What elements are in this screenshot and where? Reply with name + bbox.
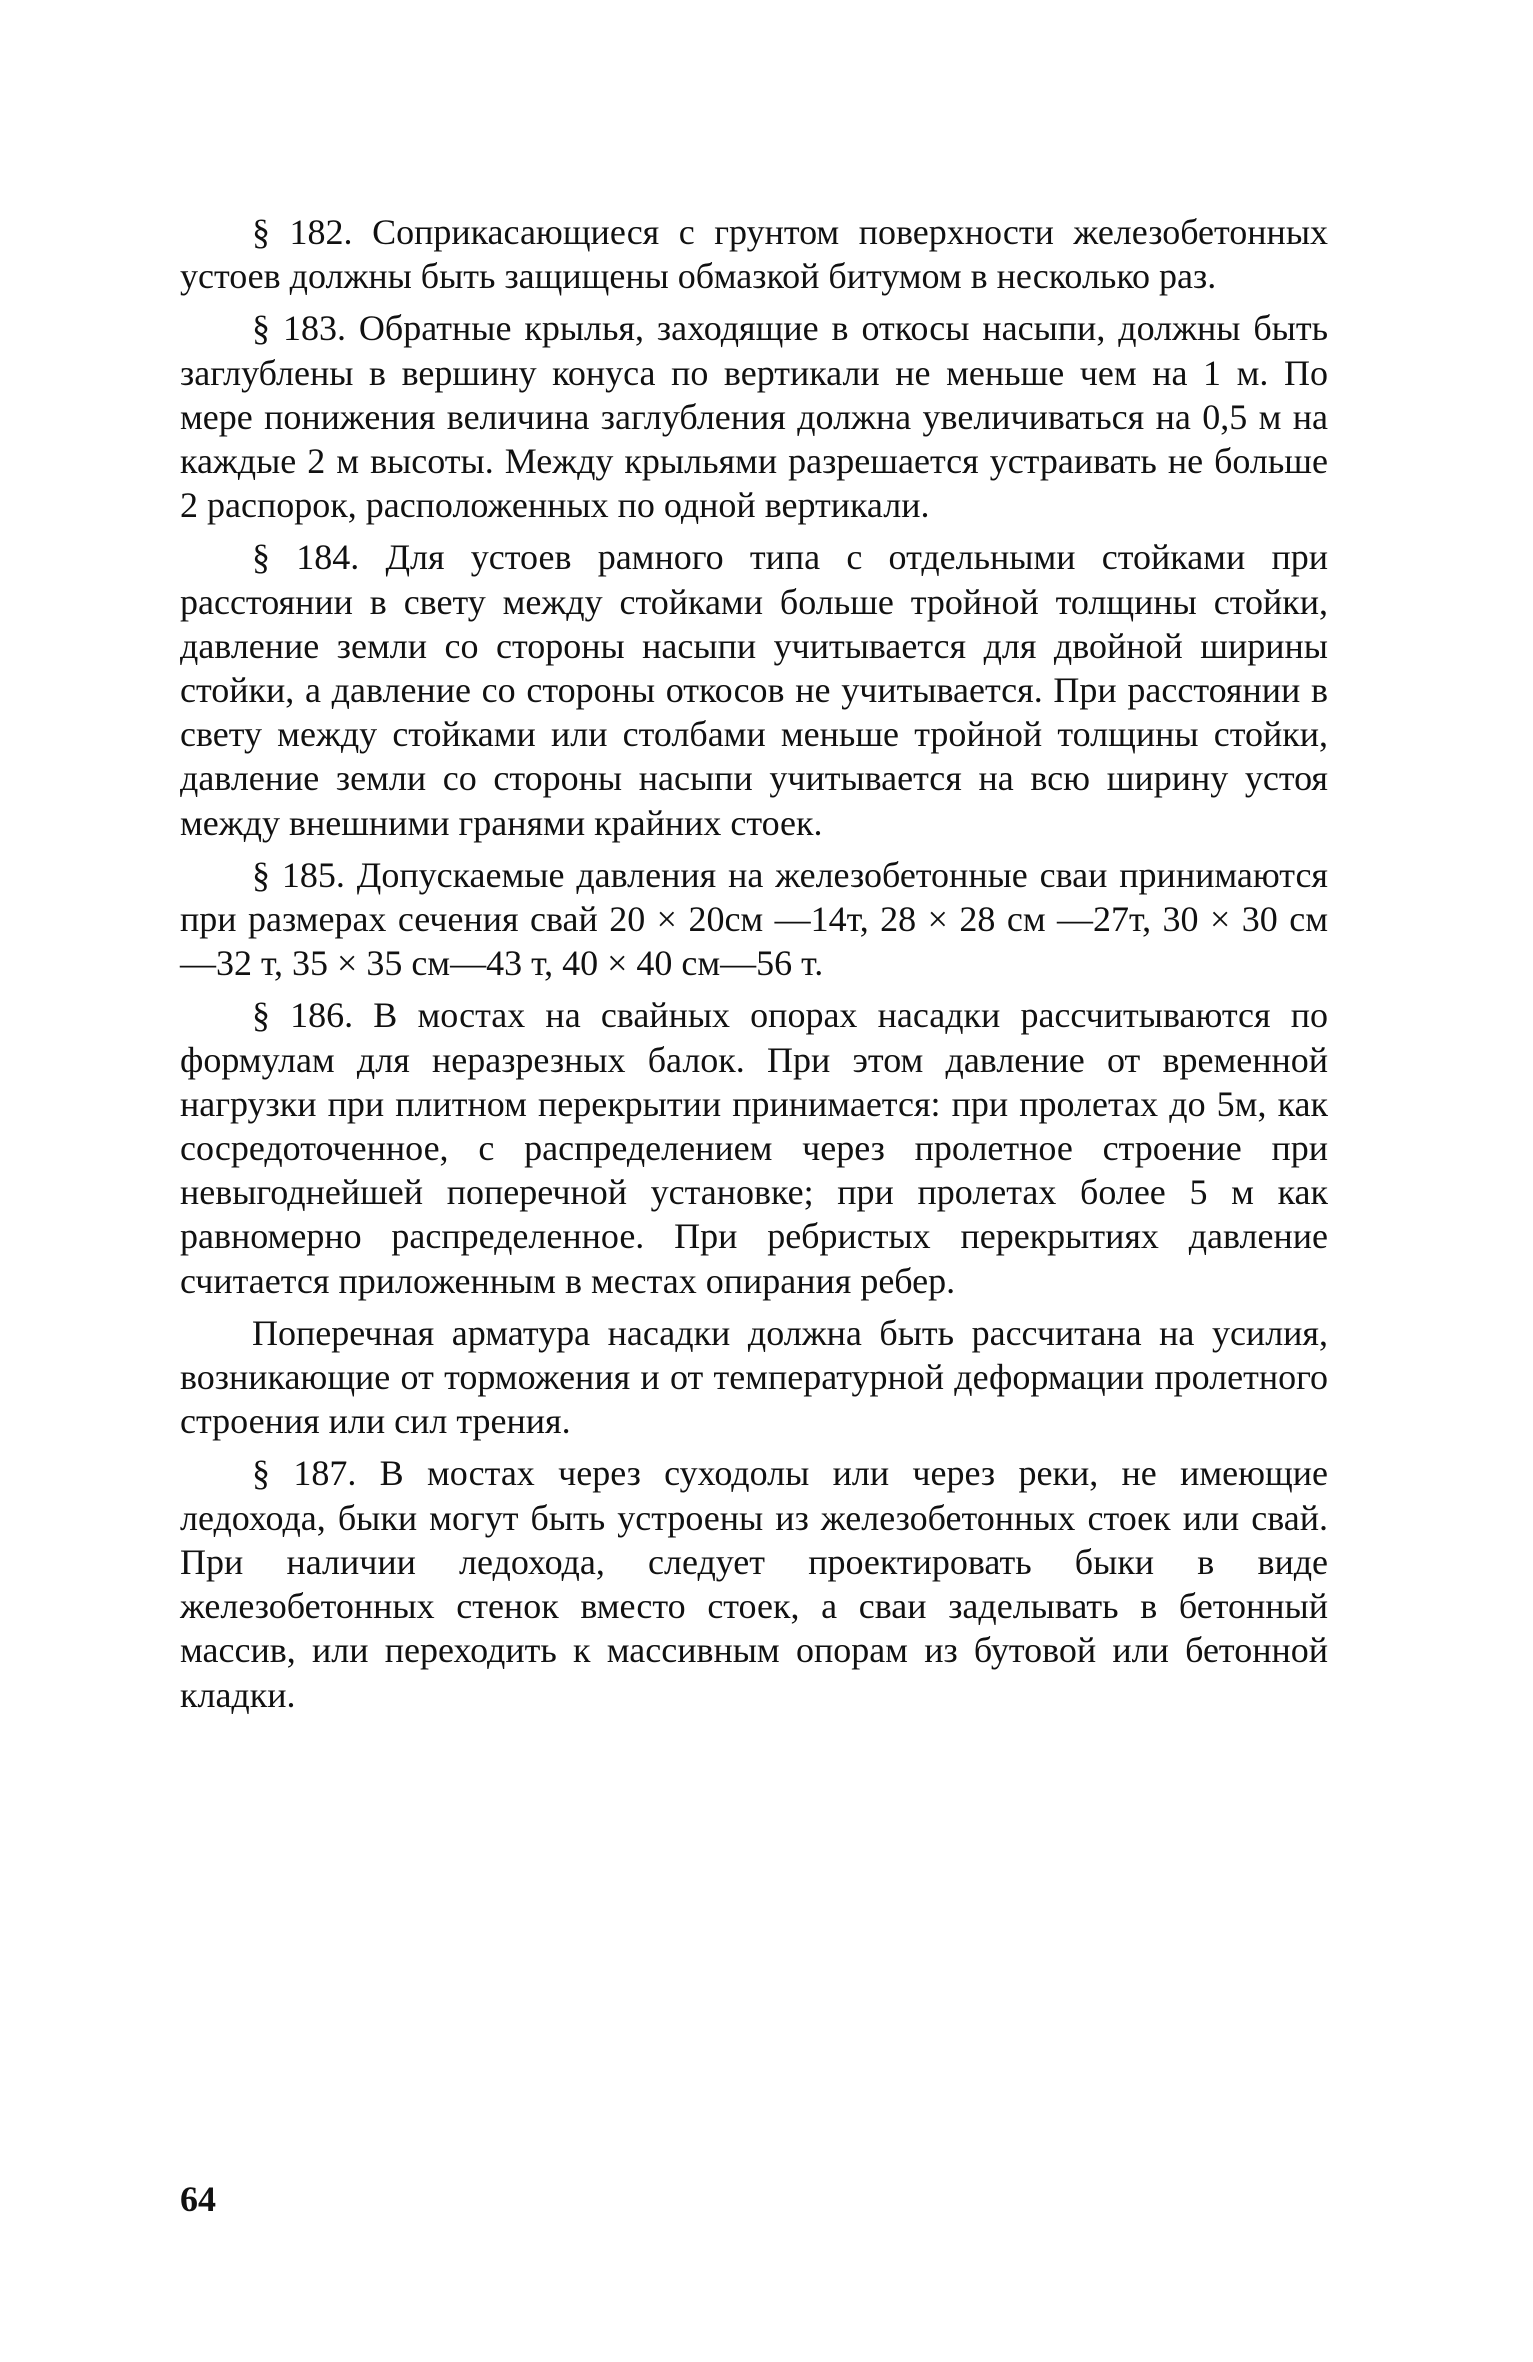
paragraph-183: § 183. Обратные крылья, заходящие в откосы насыпи, должны быть заглублены в вершину конуса по вертикали не меньше чем на 1 м. По мере понижения величина заглубления должна увеличиваться на 0,5 м на каждые 2 м высоты. Между крыльями разрешается устраивать не больше 2 распорок, расположенных по одной вертикали. bbox=[180, 308, 1328, 526]
page-body bbox=[180, 210, 1328, 1725]
paragraph-186: § 186. В мостах на свайных опорах насадки рассчитываются по формулам для неразрезных балок. При этом давление от временной нагрузки при плитном перекрытии принимается: при пролетах до 5м, как сосредоточенное, с распределением через пролетное строение при невыгоднейшей поперечной установке; при пролетах более 5 м как равномерно распределенное. При ребристых перекрытиях давление считается приложенным в местах опирания ребер. bbox=[180, 995, 1328, 1301]
paragraph-186-reinforcement: Поперечная арматура насадки должна быть рассчитана на усилия, возникающие от торможения и от температурной деформации пролетного строения или сил трения. bbox=[180, 1312, 1328, 1442]
paragraph-182: § 182. Соприкасающиеся с грунтом поверхности железобетонных устоев должны быть защищены обмазкой битумом в несколько раз. bbox=[180, 212, 1328, 297]
paragraph-184: § 184. Для устоев рамного типа с отдельными стойками при расстоянии в свету между стойками больше тройной толщины стойки, давление земли со стороны насыпи учитывается для двойной ширины стойки, а давление со стороны откосов не учитывается. При расстоянии в свету между стойками или столбами меньше тройной толщины стойки, давление земли со стороны насыпи учитывается на всю ширину устоя между внешними гранями крайних стоек. bbox=[180, 537, 1328, 843]
page-number: 64 bbox=[180, 2179, 216, 2219]
paragraph-187: § 187. В мостах через суходолы или через реки, не имеющие ледохода, быки могут быть устроены из железобетонных стоек или свай. При наличии ледохода, следует проектировать быки в виде железобетонных стенок вместо стоек, а сваи заделывать в бетонный массив, или переходить к массивным опорам из бутовой или бетонной кладки. bbox=[180, 1453, 1328, 1715]
paragraph-185: § 185. Допускаемые давления на железобетонные сваи принимаются при размерах сечения свай 20 × 20см —14т, 28 × 28 см —27т, 30 × 30 см —32 т, 35 × 35 см—43 т, 40 × 40 см—56 т. bbox=[180, 854, 1328, 984]
